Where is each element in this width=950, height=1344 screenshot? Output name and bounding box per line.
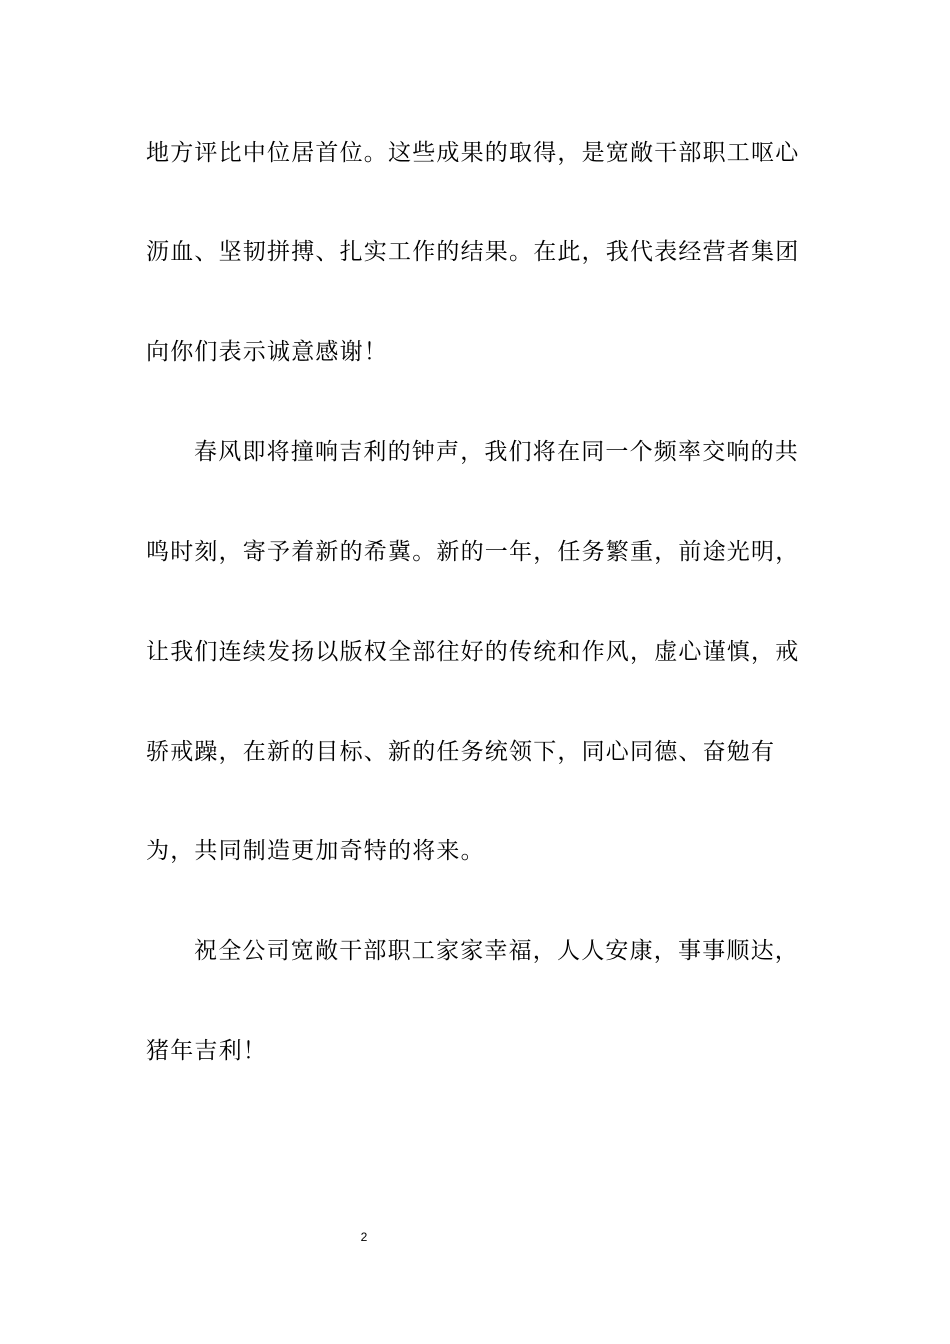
paragraph-2-line-2: 鸣时刻，寄予着新的希冀。新的一年，任务繁重，前途光明，: [146, 539, 800, 565]
paragraph-1-line-2: 沥血、坚韧拼搏、扎实工作的结果。在此，我代表经营者集团: [146, 239, 800, 265]
paragraph-2-line-1: 春风即将撞响吉利的钟声，我们将在同一个频率交响的共: [194, 439, 799, 465]
paragraph-2-line-3: 让我们连续发扬以版权全部往好的传统和作风，虚心谨慎，戒: [146, 639, 800, 665]
paragraph-2-line-4: 骄戒躁，在新的目标、新的任务统领下，同心同德、奋勉有: [146, 739, 776, 765]
paragraph-1-line-3: 向你们表示诚意感谢！: [146, 339, 388, 365]
paragraph-3-line-2: 猪年吉利！: [146, 1038, 267, 1064]
page-number: 2: [360, 1230, 368, 1244]
paragraph-2-line-5: 为，共同制造更加奇特的将来。: [146, 838, 485, 864]
paragraph-3-line-1: 祝全公司宽敞干部职工家家幸福，人人安康，事事顺达，: [194, 938, 799, 964]
paragraph-1-line-1: 地方评比中位居首位。这些成果的取得，是宽敞干部职工呕心: [146, 140, 800, 166]
